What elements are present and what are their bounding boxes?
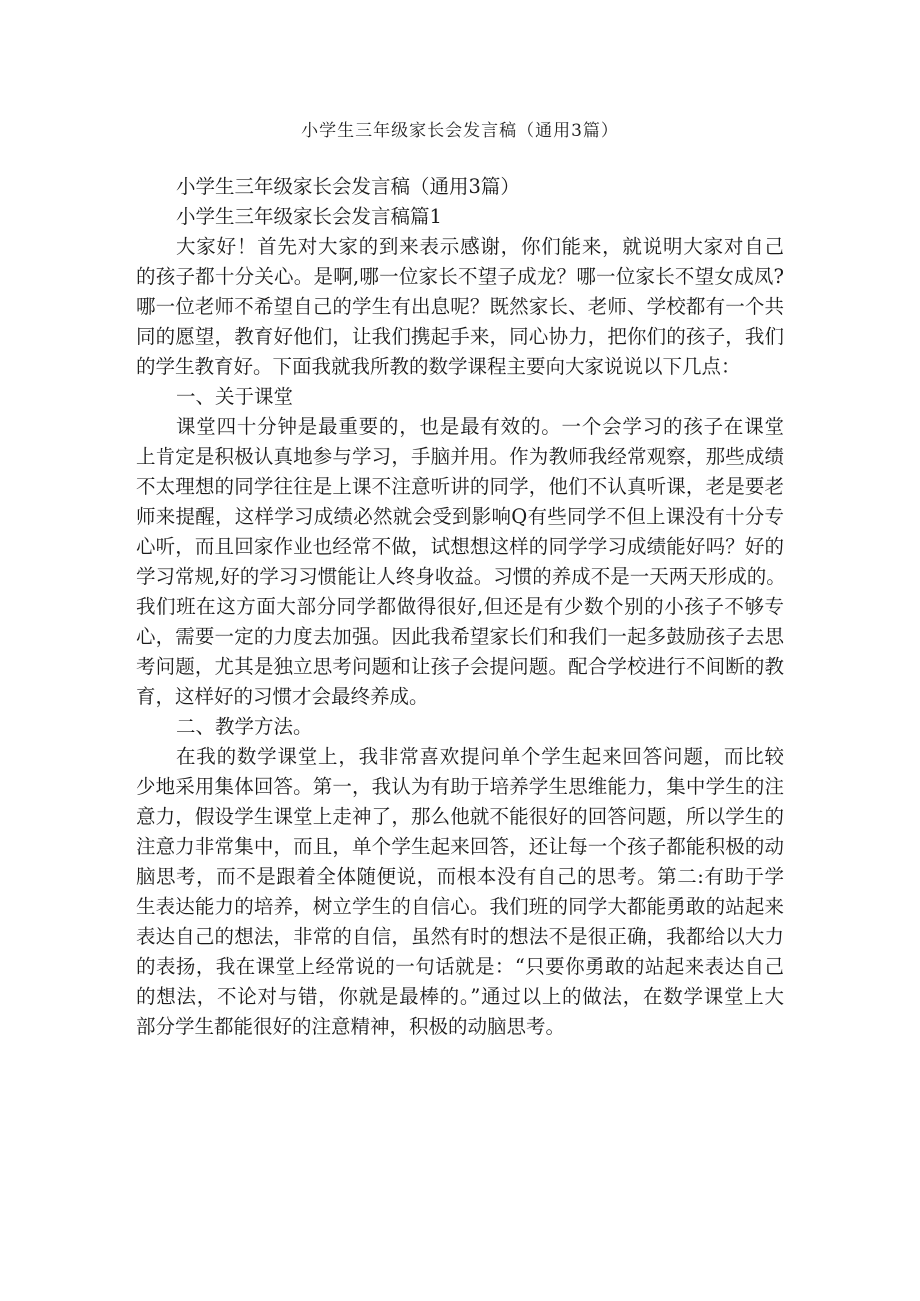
- document-body: [136, 172, 784, 1042]
- paragraph-line: 部分学生都能很好的注意精神，积极的动脑思考。: [136, 1015, 566, 1038]
- paragraph-line: 不太理想的同学往往是上课不注意听讲的同学，他们不认真听课，老是要老: [136, 475, 784, 498]
- paragraph-line: 的孩子都十分关心。是啊,哪一位家长不望子成龙？哪一位家长不望女成凤?: [136, 265, 784, 288]
- section-title: 小学生三年级家长会发言稿篇1: [176, 205, 442, 228]
- paragraph-line: 少地采用集体回答。第一，我认为有助于培养学生思维能力，集中学生的注: [136, 775, 784, 798]
- paragraph-line: 育，这样好的习惯才会最终养成。: [136, 685, 429, 708]
- paragraph-line: 上肯定是积极认真地参与学习，手脑并用。作为教师我经常观察，那些成绩: [136, 445, 784, 468]
- paragraph-line: 课堂四十分钟是最重要的，也是最有效的。一个会学习的孩子在课堂: [176, 415, 784, 438]
- paragraph-line: 我们班在这方面大部分同学都做得很好,但还是有少数个别的小孩子不够专: [136, 595, 784, 618]
- document-title: 小学生三年级家长会发言稿（通用3篇）: [301, 121, 619, 141]
- paragraph-line: 考问题，尤其是独立思考问题和让孩子会提问题。配合学校进行不间断的教: [136, 655, 784, 678]
- heading-method: 二、教学方法。: [176, 715, 313, 738]
- paragraph-line: 学习常规,好的学习习惯能让人终身收益。习惯的养成不是一天两天形成的。: [136, 565, 786, 588]
- paragraph-line: 师来提醒，这样学习成绩必然就会受到影响Q有些同学不但上课没有十分专: [136, 505, 784, 528]
- subtitle: 小学生三年级家长会发言稿（通用3篇）: [176, 175, 520, 198]
- paragraph-line: 在我的数学课堂上，我非常喜欢提问单个学生起来回答问题，而比较: [176, 745, 784, 768]
- paragraph-line: 心，需要一定的力度去加强。因此我希望家长们和我们一起多鼓励孩子去思: [136, 625, 784, 648]
- paragraph-line: 脑思考，而不是跟着全体随便说，而根本没有自己的思考。第二:有助于学: [136, 865, 784, 888]
- paragraph-line: 表达自己的想法，非常的自信，虽然有时的想法不是很正确，我都给以大力: [136, 925, 784, 948]
- paragraph-line: 注意力非常集中，而且，单个学生起来回答，还让每一个孩子都能积极的动: [136, 835, 784, 858]
- paragraph-line: 生表达能力的培养，树立学生的自信心。我们班的同学大都能勇敢的站起来: [136, 895, 784, 918]
- paragraph-line: 的想法，不论对与错，你就是最棒的。”通过以上的做法，在数学课堂上大: [136, 985, 784, 1008]
- paragraph-intro: [136, 232, 784, 382]
- paragraph-line: 的表扬，我在课堂上经常说的一句话就是：“只要你勇敢的站起来表达自己: [136, 955, 784, 978]
- paragraph-line: 心听，而且回家作业也经常不做，试想想这样的同学学习成绩能好吗？好的: [136, 535, 784, 558]
- paragraph-line: 同的愿望，教育好他们，让我们携起手来，同心协力，把你们的孩子，我们: [136, 325, 784, 348]
- paragraph-line: 的学生教育好。下面我就我所教的数学课程主要向大家说说以下几点：: [136, 355, 741, 378]
- paragraph-line: 意力，假设学生课堂上走神了，那么他就不能很好的回答问题，所以学生的: [136, 805, 784, 828]
- paragraph-line: 哪一位老师不希望自己的学生有出息呢？既然家长、老师、学校都有一个共: [136, 295, 784, 318]
- paragraph-method: [136, 742, 784, 1042]
- paragraph-classroom: [136, 412, 784, 712]
- paragraph-line: 大家好！首先对大家的到来表示感谢，你们能来，就说明大家对自己: [176, 235, 784, 258]
- heading-classroom: 一、关于课堂: [176, 385, 294, 408]
